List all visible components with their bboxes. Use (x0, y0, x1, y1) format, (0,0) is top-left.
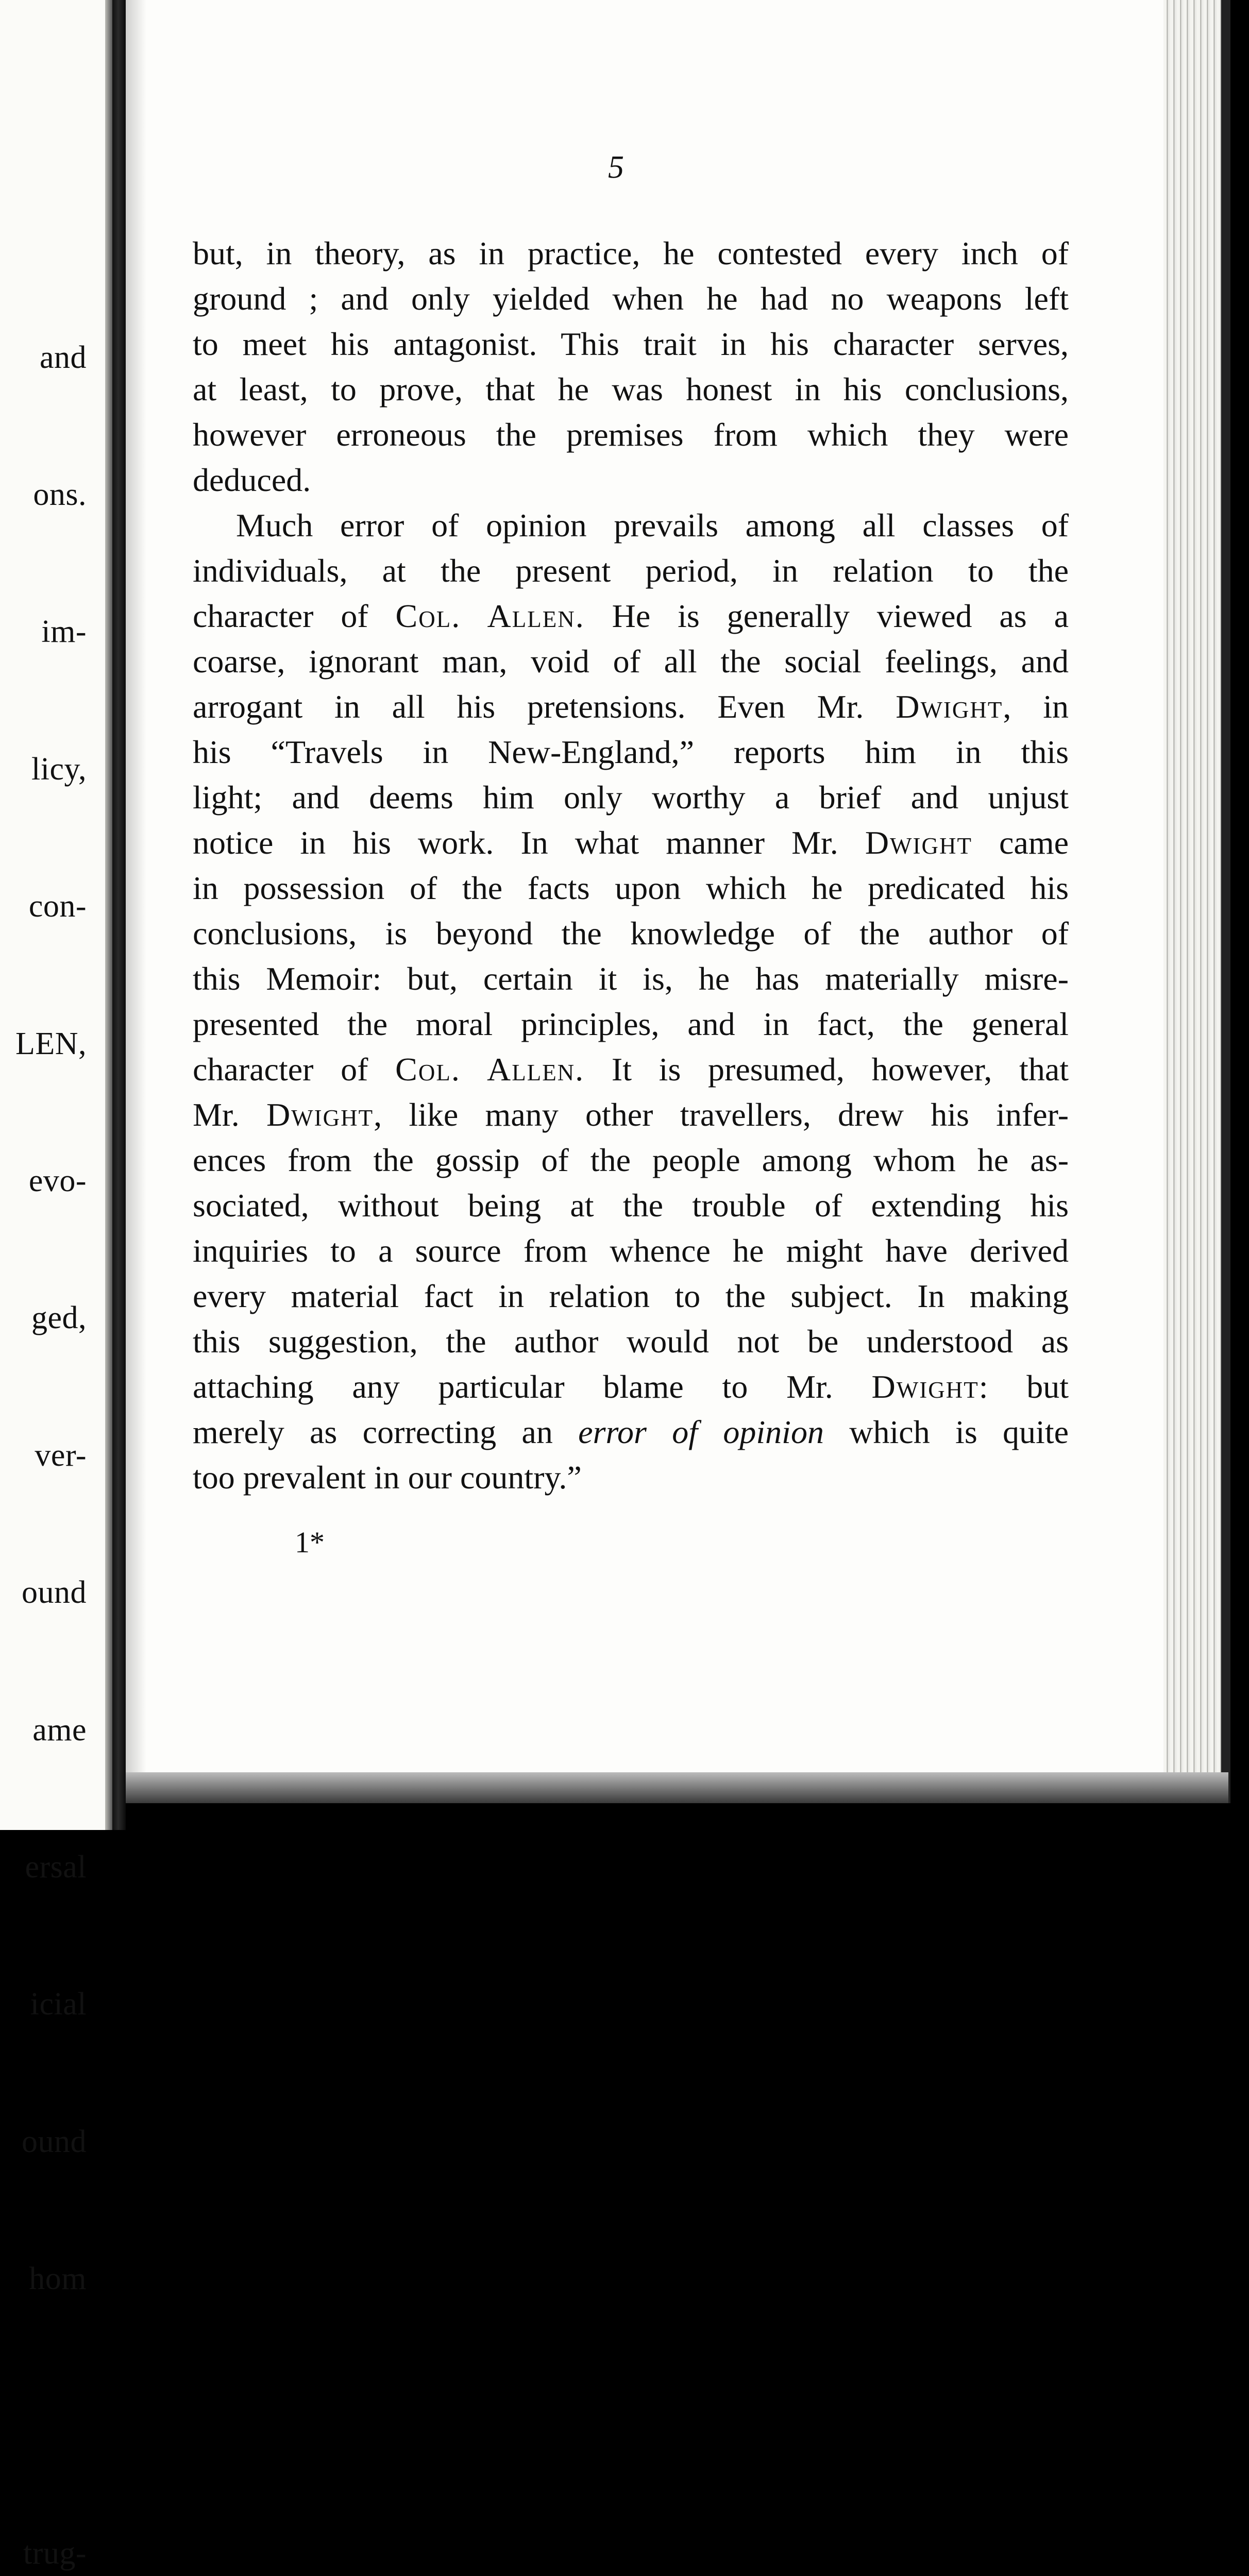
text-line: in possession of the facts upon which he predicated his (193, 870, 1069, 906)
text-run: arrogant in all his pretensions. Even Mr. (193, 688, 896, 725)
text-line: presented the moral principles, and in fact, the general (193, 1006, 1069, 1042)
text-line: deduced. (193, 462, 311, 498)
text-run: character of (193, 598, 396, 634)
left-line: hom (29, 2261, 87, 2297)
text-line: sociated, without being at the trouble of extending his (193, 1187, 1069, 1224)
left-line: licy, (31, 751, 87, 787)
text-line (193, 594, 1069, 639)
text-line: this Memoir: but, certain it is, he has materially misre- (193, 960, 1069, 997)
text-run: It is presumed, however, that (584, 1051, 1069, 1088)
text-line: every material fact in relation to the subject. In making (193, 1278, 1069, 1314)
text-line: Much error of opinion prevails among all classes of (236, 507, 1069, 544)
left-line: ersal (25, 1849, 87, 1885)
text-line (193, 1410, 1069, 1455)
name-dwight: Dwight (266, 1096, 374, 1133)
text-run: , like many other travellers, drew his infer- (374, 1096, 1069, 1133)
left-line: trug- (23, 2535, 87, 2571)
text-line (193, 1047, 1069, 1092)
text-run: : but (978, 1368, 1069, 1405)
left-line: ons. (33, 477, 87, 512)
left-line: and (39, 340, 87, 375)
left-line: ver- (35, 1437, 87, 1473)
text-line: his “Travels in New-England,” reports him in this (193, 734, 1069, 770)
text-line: ground ; and only yielded when he had no weapons left (193, 280, 1069, 317)
left-line: con- (28, 889, 87, 924)
text-run: which is quite (823, 1414, 1069, 1450)
text-run: character of (193, 1051, 396, 1088)
name-dwight: Dwight (865, 824, 972, 861)
text-line: to meet his antagonist. This trait in his character serves, (193, 326, 1069, 362)
left-line: ged, (31, 1300, 87, 1336)
name-col-allen: Col. Allen. (395, 1051, 585, 1088)
text-run: came (972, 824, 1069, 861)
text-line: at least, to prove, that he was honest in his conclusions, (193, 371, 1069, 408)
left-page-text-fragments (15, 243, 87, 2576)
left-line (15, 2393, 87, 2439)
left-line: im- (41, 614, 87, 650)
page-edge-stack (1163, 0, 1230, 1803)
paragraph-1 (193, 231, 1069, 503)
left-line: LEN, (15, 1026, 87, 1061)
left-line: ound (22, 2124, 87, 2159)
text-line (193, 1364, 1069, 1410)
text-line: ences from the gossip of the people among whom he as- (193, 1142, 1069, 1178)
text-line (193, 820, 1069, 866)
page-bottom-shadow (126, 1772, 1228, 1803)
text-run: attaching any particular blame to Mr. (193, 1368, 872, 1405)
text-line: this suggestion, the author would not be understood as (193, 1323, 1069, 1360)
text-run: merely as correcting an (193, 1414, 579, 1450)
left-line: evo- (28, 1163, 87, 1198)
emphasis-error-of-opinion: error of opinion (578, 1414, 824, 1450)
text-line: conclusions, is beyond the knowledge of the author of (193, 915, 1069, 952)
left-facing-page (0, 0, 112, 2571)
text-line (193, 684, 1069, 730)
left-line: ound (22, 1575, 87, 1611)
text-line: however erroneous the premises from which they were (193, 416, 1069, 453)
paragraph-2 (193, 503, 1069, 1500)
name-dwight: Dwight (896, 688, 1003, 725)
book-gutter (112, 0, 126, 1830)
left-page-gutter-shadow (105, 0, 112, 1830)
text-line: too prevalent in our country.” (193, 1459, 582, 1496)
text-line: coarse, ignorant man, void of all the social feelings, and (193, 643, 1069, 680)
text-run: , in (1003, 688, 1069, 725)
text-line: light; and deems him only worthy a brief and unjust (193, 779, 1069, 816)
text-line (193, 1092, 1069, 1138)
signature-mark: 1* (295, 1526, 325, 1559)
text-line: but, in theory, as in practice, he contested every inch of (193, 235, 1069, 272)
text-run: notice in his work. In what manner Mr. (193, 824, 865, 861)
text-run: He is generally viewed as a (584, 598, 1069, 634)
name-col-allen: Col. Allen. (395, 598, 585, 634)
page-edge-dark-border (1221, 0, 1230, 1803)
text-run: Mr. (193, 1096, 266, 1133)
name-dwight: Dwight (871, 1368, 979, 1405)
page-number: 5 (608, 150, 624, 185)
body-text (193, 231, 1069, 1500)
text-line: individuals, at the present period, in relation to the (193, 552, 1069, 589)
left-line: icial (30, 1987, 87, 2022)
text-line: inquiries to a source from whence he might have derived (193, 1232, 1069, 1269)
main-page-inner-shadow (126, 0, 146, 1783)
left-line: ame (32, 1712, 87, 1748)
